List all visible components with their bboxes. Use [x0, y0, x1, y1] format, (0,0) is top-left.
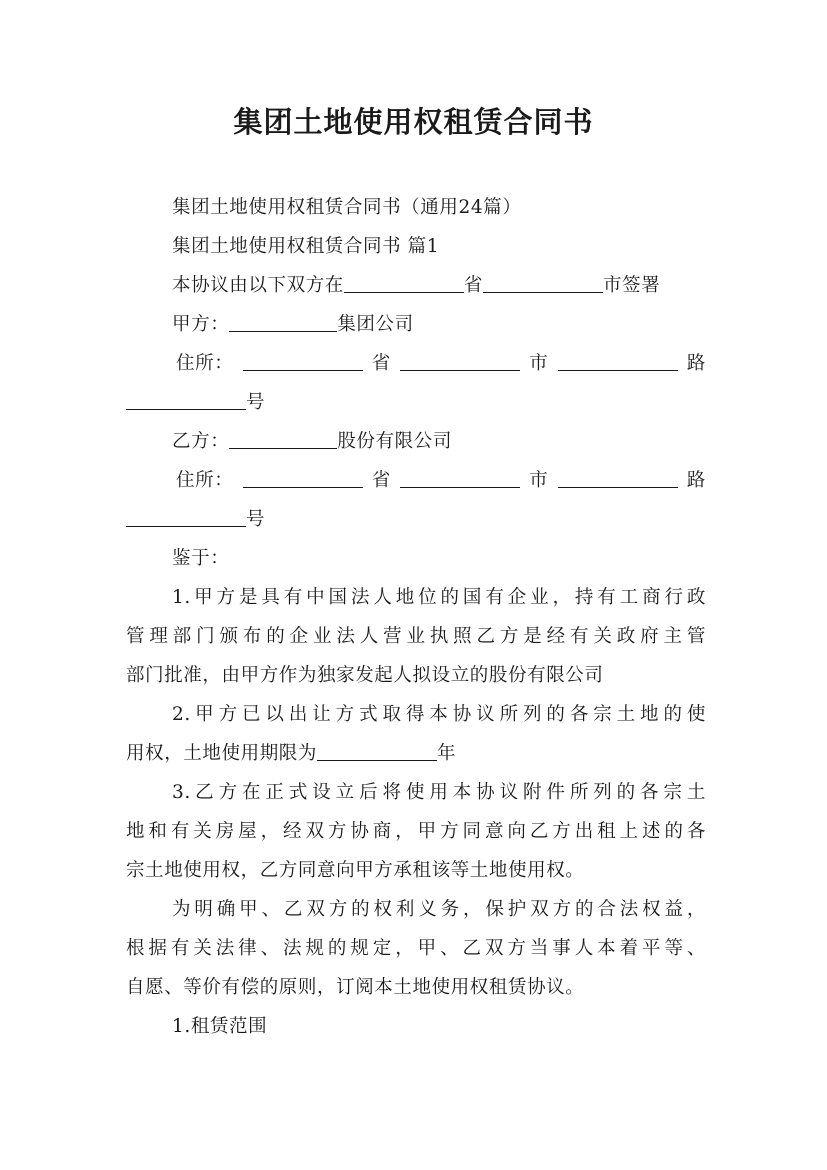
party-b-suffix: 股份有限公司 — [337, 431, 452, 452]
clause2-line2 — [126, 734, 706, 773]
purpose-line2: 根据有关法律、法规的规定，甲、乙双方当事人本着平等、 — [126, 938, 706, 959]
clause2-line2-prefix: 用权，土地使用期限为 — [126, 743, 318, 764]
clause2-line2-suffix: 年 — [437, 743, 457, 764]
party-a-province-blank[interactable] — [243, 344, 363, 371]
intro-city-sign: 市签署 — [603, 275, 661, 296]
clause1-line2: 管理部门颁布的企业法人营业执照乙方是经有关政府主管 — [126, 626, 706, 647]
party-a-address-label: 住所： — [176, 353, 234, 374]
party-a-address — [176, 344, 706, 383]
document-title: 集团土地使用权租赁合同书 — [233, 105, 594, 139]
party-a-lu: 路 — [686, 353, 706, 374]
party-a-address-line — [126, 344, 706, 383]
intro-province: 省 — [463, 275, 484, 296]
party-b-number-line — [126, 500, 706, 539]
party-b-number-blank[interactable] — [126, 500, 246, 527]
party-a-number-line — [126, 383, 706, 422]
party-a-label: 甲方： — [172, 314, 230, 335]
party-b-road-blank[interactable] — [558, 461, 678, 488]
party-b-line — [126, 422, 706, 461]
party-b-name-blank[interactable] — [229, 422, 337, 449]
party-a-sheng: 省 — [371, 353, 391, 374]
clause3-line2: 地和有关房屋，经双方协商，甲方同意向乙方出租上述的各 — [126, 821, 706, 842]
party-b-lu: 路 — [686, 470, 706, 491]
party-a-suffix: 集团公司 — [337, 314, 414, 335]
party-b-address-line — [126, 461, 706, 500]
city-blank[interactable] — [483, 266, 603, 293]
party-b-label: 乙方： — [172, 431, 230, 452]
clause3-line3: 宗土地使用权，乙方同意向甲方承租该等土地使用权。 — [126, 860, 585, 881]
intro-prefix: 本协议由以下双方在 — [172, 275, 344, 296]
section1-heading: 1.租赁范围 — [172, 1016, 268, 1037]
clause3-line1: 3.乙方在正式设立后将使用本协议附件所列的各宗土 — [172, 782, 706, 803]
party-a-name-blank[interactable] — [229, 305, 337, 332]
purpose-line3: 自愿、等价有偿的原则，订阅本土地使用权租赁协议。 — [126, 977, 585, 998]
party-b-province-blank[interactable] — [243, 461, 363, 488]
party-b-address-label: 住所： — [176, 470, 234, 491]
document-body — [126, 188, 706, 1046]
party-b-city-blank[interactable] — [400, 461, 520, 488]
party-b-address — [176, 461, 706, 500]
party-b-sheng: 省 — [371, 470, 391, 491]
party-a-city-blank[interactable] — [400, 344, 520, 371]
party-b-shi: 市 — [529, 470, 549, 491]
party-a-hao: 号 — [246, 392, 266, 413]
party-a-number-blank[interactable] — [126, 383, 246, 410]
document-subtitle: 集团土地使用权租赁合同书（通用24篇） — [172, 197, 522, 218]
clause2-line1: 2.甲方已以出让方式取得本协议所列的各宗土地的使 — [172, 704, 706, 725]
lease-term-blank[interactable] — [317, 734, 437, 761]
party-b-hao: 号 — [246, 509, 266, 530]
party-a-road-blank[interactable] — [558, 344, 678, 371]
clause1-line3: 部门批准，由甲方作为独家发起人拟设立的股份有限公司 — [126, 665, 604, 686]
purpose-line1: 为明确甲、乙双方的权利义务，保护双方的合法权益， — [172, 899, 706, 920]
clause1-line1: 1.甲方是具有中国法人地位的国有企业，持有工商行政 — [172, 587, 706, 608]
whereas-heading: 鉴于： — [172, 548, 230, 569]
party-a-line — [126, 305, 706, 344]
party-a-shi: 市 — [529, 353, 549, 374]
province-blank[interactable] — [344, 266, 464, 293]
intro-line — [126, 266, 706, 305]
section-heading: 集团土地使用权租赁合同书 篇1 — [172, 236, 440, 257]
